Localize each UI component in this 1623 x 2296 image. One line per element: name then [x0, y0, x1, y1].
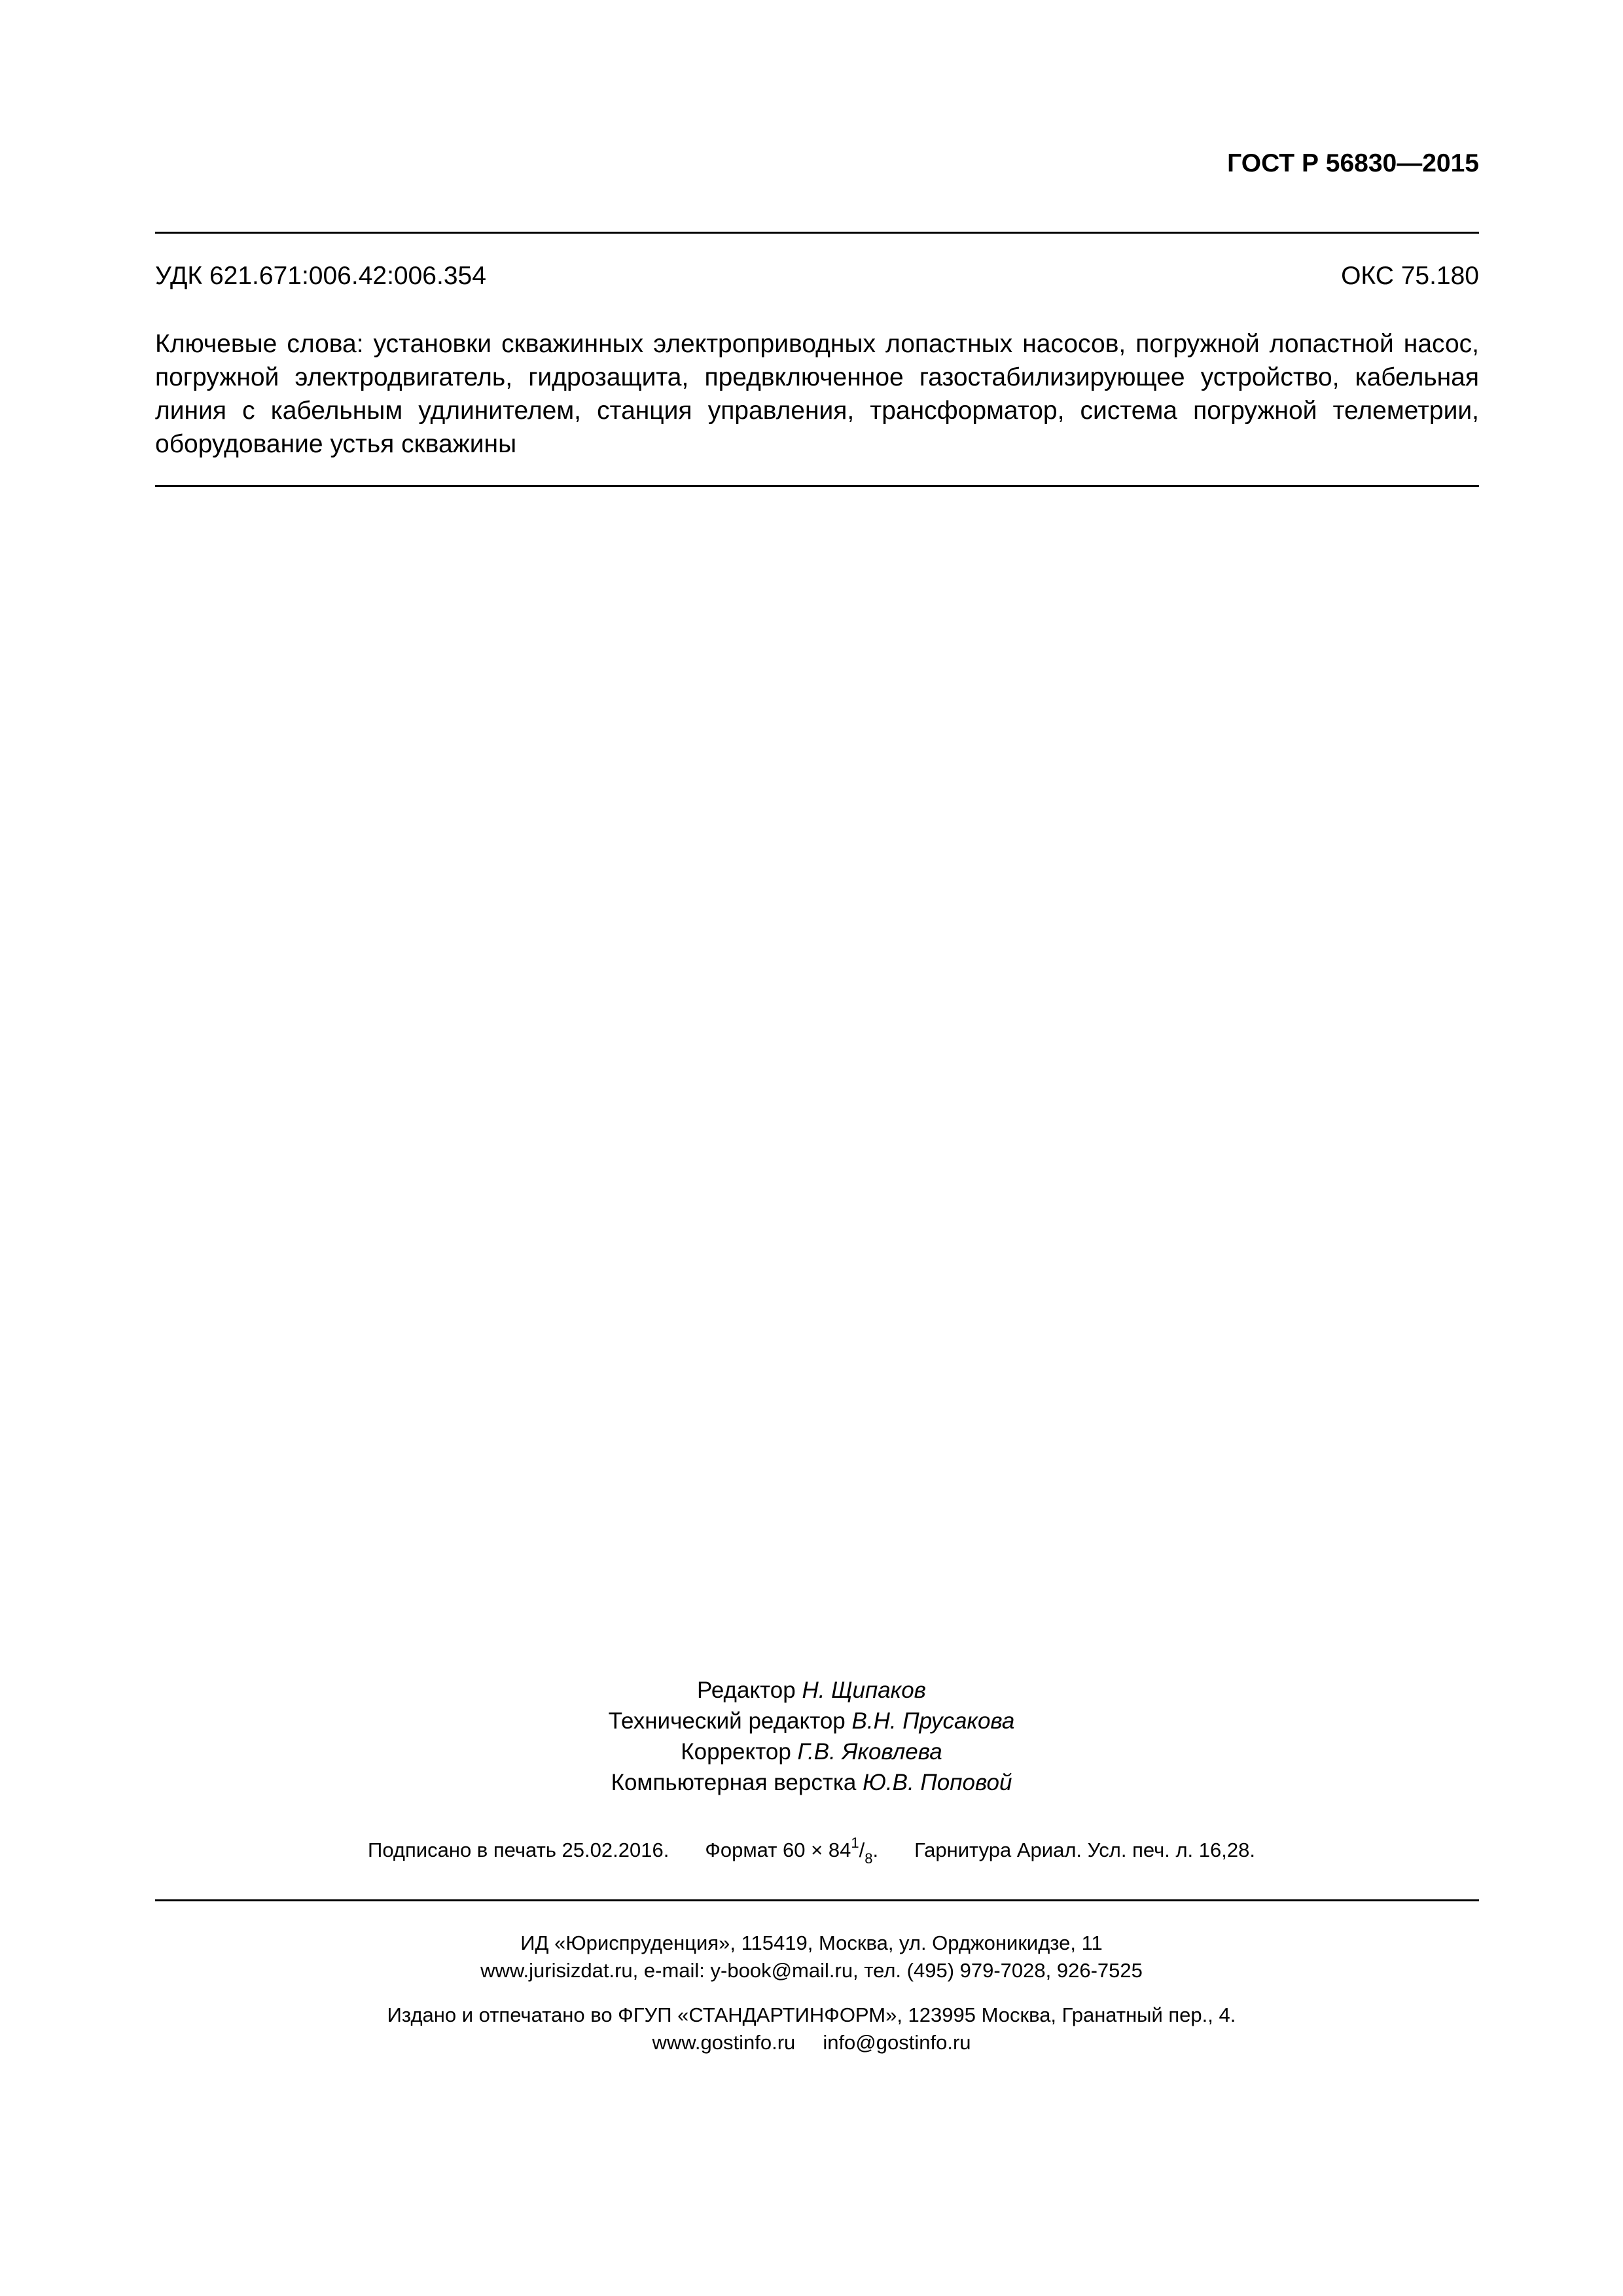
credit-proofreader: [0, 1736, 1623, 1767]
print-format-text: Формат 60 × 84: [705, 1839, 851, 1861]
print-format-suffix: .: [872, 1839, 879, 1861]
credit-tech-editor: [0, 1706, 1623, 1736]
udk-code: УДК 621.671:006.42:006.354: [155, 262, 486, 290]
print-format-numerator: 1: [851, 1835, 859, 1851]
footer-divider: [155, 1899, 1479, 1901]
print-typeface: Гарнитура Ариал. Усл. печ. л. 16,28.: [914, 1839, 1255, 1861]
publisher-block: [0, 1929, 1623, 1984]
printer-contacts: [0, 2029, 1623, 2056]
credit-name: Ю.В. Поповой: [863, 1770, 1012, 1795]
keywords-paragraph: Ключевые слова: установки скважинных электроприводных лопастных насосов, погружной лопастной насос, погружной электродвигатель, гидрозащита, предвключенное газостабилизирующее устройство, кабельная линия с кабельным удлинителем, станция управления, трансформатор, система погружной телеметрии, оборудование устья скважины: [155, 330, 1479, 458]
credits-block: [0, 1675, 1623, 1798]
print-format: [705, 1835, 879, 1867]
keywords-divider: [155, 485, 1479, 487]
printer-website: www.gostinfo.ru: [652, 2031, 796, 2054]
oks-code: ОКС 75.180: [1341, 262, 1479, 290]
printer-block: [0, 2001, 1623, 2056]
credit-name: Н. Щипаков: [802, 1677, 926, 1703]
credit-name: Г.В. Яковлева: [797, 1739, 942, 1765]
credit-role: Редактор: [697, 1677, 796, 1703]
printer-address: Издано и отпечатано во ФГУП «СТАНДАРТИНФОРМ», 123995 Москва, Гранатный пер., 4.: [387, 2003, 1236, 2026]
publisher-contacts: www.jurisizdat.ru, e-mail: y-book@mail.ru, тел. (495) 979-7028, 926-7525: [480, 1959, 1143, 1982]
print-info-line: [0, 1835, 1623, 1867]
credit-layout: [0, 1767, 1623, 1798]
credit-role: Компьютерная верстка: [611, 1770, 863, 1795]
credit-role: Технический редактор: [608, 1708, 846, 1734]
document-code: ГОСТ Р 56830—2015: [1227, 149, 1479, 177]
publisher-address: ИД «Юриспруденция», 115419, Москва, ул. Орджоникидзе, 11: [520, 1931, 1103, 1954]
credit-role: Корректор: [681, 1739, 791, 1765]
print-format-denominator: 8: [865, 1850, 873, 1867]
print-format-slash: /: [859, 1839, 865, 1861]
print-signed-date: Подписано в печать 25.02.2016.: [368, 1839, 669, 1861]
credit-name: В.Н. Прусакова: [851, 1708, 1015, 1734]
top-divider: [155, 232, 1479, 234]
credit-editor: [0, 1675, 1623, 1706]
printer-email: info@gostinfo.ru: [823, 2031, 971, 2054]
